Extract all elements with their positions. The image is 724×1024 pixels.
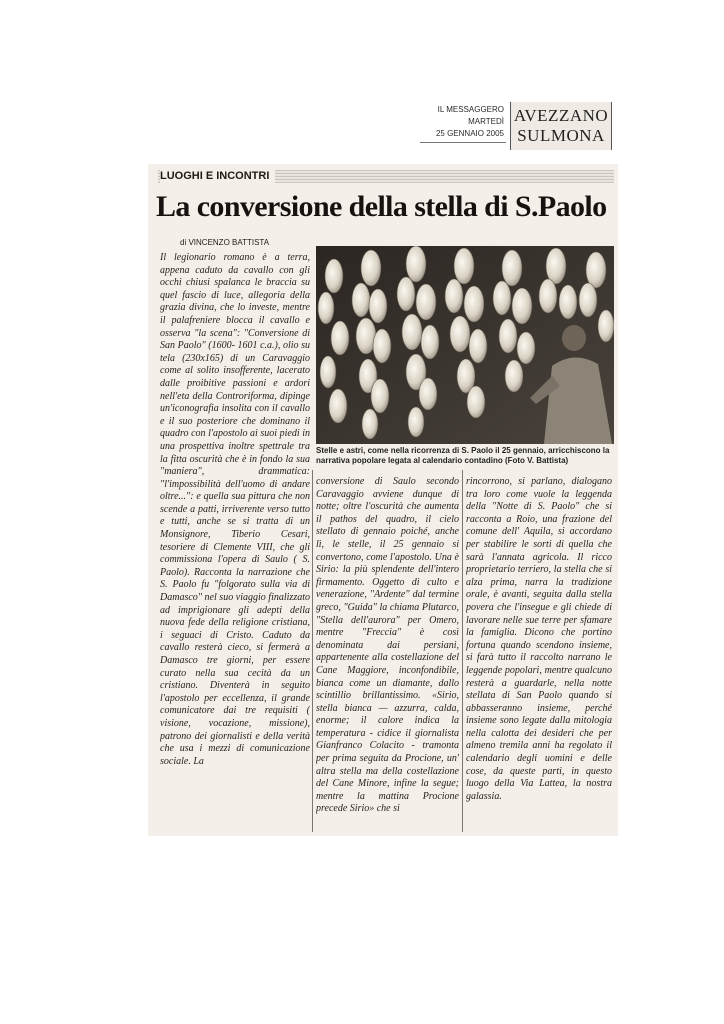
- edition-box: [510, 102, 612, 150]
- article-headline: La conversione della stella di S.Paolo: [156, 190, 607, 223]
- edition-avezzano: AVEZZANO: [513, 106, 609, 125]
- section-label: LUOGHI E INCONTRI: [160, 170, 275, 183]
- article-photo: [316, 246, 614, 444]
- article-column-3: rincorrono, si parlano, dialogano tra loro come vuole la leggenda della "Notte di S. Paolo" che si racconta a Roio, una frazione del comune dell' Aquila, si accordano per stabilire le sorti di quella che sarà l'annata agricola. Il ricco proprietario terriero, la stella che si alza prima, narra la tradizione orale, è avanti, seguita dalla stella povera che l'insegue e gli chiede di lavorare nelle sue terre per sfamare la famiglia. Dicono che portino fortuna quando scendono insieme, si farà tutto il raccolto narrano le leggende popolari, mentre qualcuno resterà a guardarle, nella notte stellata di San Paolo quando si abbasseranno insieme, perché insieme sono legate dalla mitologia nella calotta dei desideri che per almeno tremila anni ha regolato il calendario degli uomini e delle cose, da queste parti, in questo luogo della Via Lattea, la nostra galassia.: [466, 476, 612, 802]
- edition-sulmona: SULMONA: [517, 126, 605, 145]
- column-rule-2: [462, 470, 463, 832]
- newspaper-dateline: [420, 104, 504, 140]
- corn-cobs-photo: [316, 246, 614, 444]
- column-rule-1: [312, 470, 313, 832]
- publication-date: 25 GENNAIO 2005: [435, 129, 504, 138]
- weekday: MARTEDÌ: [468, 117, 504, 126]
- newspaper-name: IL MESSAGGERO: [437, 105, 504, 114]
- article-column-2: conversione di Saulo secondo Caravaggio avviene dunque di notte; oltre l'oscurità che aumenta il pathos del quadro, il cielo stellato di gennaio poiché, anche lì, le stelle, il 25 gennaio si convertono, come l'apostolo. Una è Sirio: la più splendente dell'intero firmamento. Oggetto di culto e venerazione, "Ardente" dal termine greco, "Guida" la chiama Plutarco, "Stella dell'aurora" per Omero, mentre "Freccia" è così denominata dai persiani, appartenente alla costellazione del Cane Maggiore, inconfondibile, bianca come un diamante, dallo scintillio brillantissimo. «Sirio, stella bianca — azzurra, calda, enorme; il calore indica la temperatura - cidice il giornalista Gianfranco Colacito - tramonta per prima seguita da Procione, un' altra stella ma della costellazione del Cane Minore, infine la segue; mentre la mattina Procione precede Sirio» che si: [316, 476, 459, 815]
- dateline-rule: [420, 142, 506, 143]
- photo-caption: Stelle e astri, come nella ricorrenza di S. Paolo il 25 gennaio, arricchiscono la narrativa popolare legata al calendario contadino (Foto V. Battista): [316, 446, 610, 465]
- article-column-1: Il legionario romano è a terra, appena caduto da cavallo con gli occhi chiusi spalanca le braccia su quel fascio di luce, allegoria della grazia divina, che lo investe, mentre il palafreniere blocca il cavallo e osserva "la scena": "Conversione di San Paolo" (1600- 1601 c.a.), olio su tela (230x165) di un Caravaggio come al solito insofferente, lacerato dalle proibitive passioni e ardori nell'eta della Controriforma, dipinge un'iconografia insolita con il cavallo e il suo posteriore che dominano il quadro con l'apostolo ai suoi piedi in una prospettiva inoltre spettrale tra la fitta oscurità che è in fondo la sua "maniera", drammatica: "l'impossibilità dell'uomo di andare oltre...": e quella sua pittura che non scende a patti, irriverente verso tutto e tutti, anche se si tratta di un Monsignore, Tiberio Cesari, tesoriere di Clemente VIII, che gli commissiona l'opera di Saulo ( S. Paolo). Racconta la narrazione che S. Paolo fu "folgorato sulla via di Damasco" nel suo viaggio finalizzato ad imprigionare gli adepti della nuova fede della religione cristiana, i seguaci di Cristo. Caduto da cavallo resterà cieco, si fermerà a Damasco tre giorni, per essere curato nella sua cecità da un cristiano. Diventerà in seguito l'apostolo per eccellenza, il grande comunicatore dai tre requisiti ( visione, vocazione, missione), patrono dei giornalisti e della verità che usa i mezzi di comunicazione sociale. La: [160, 252, 310, 767]
- article-byline: di VINCENZO BATTISTA: [180, 238, 270, 247]
